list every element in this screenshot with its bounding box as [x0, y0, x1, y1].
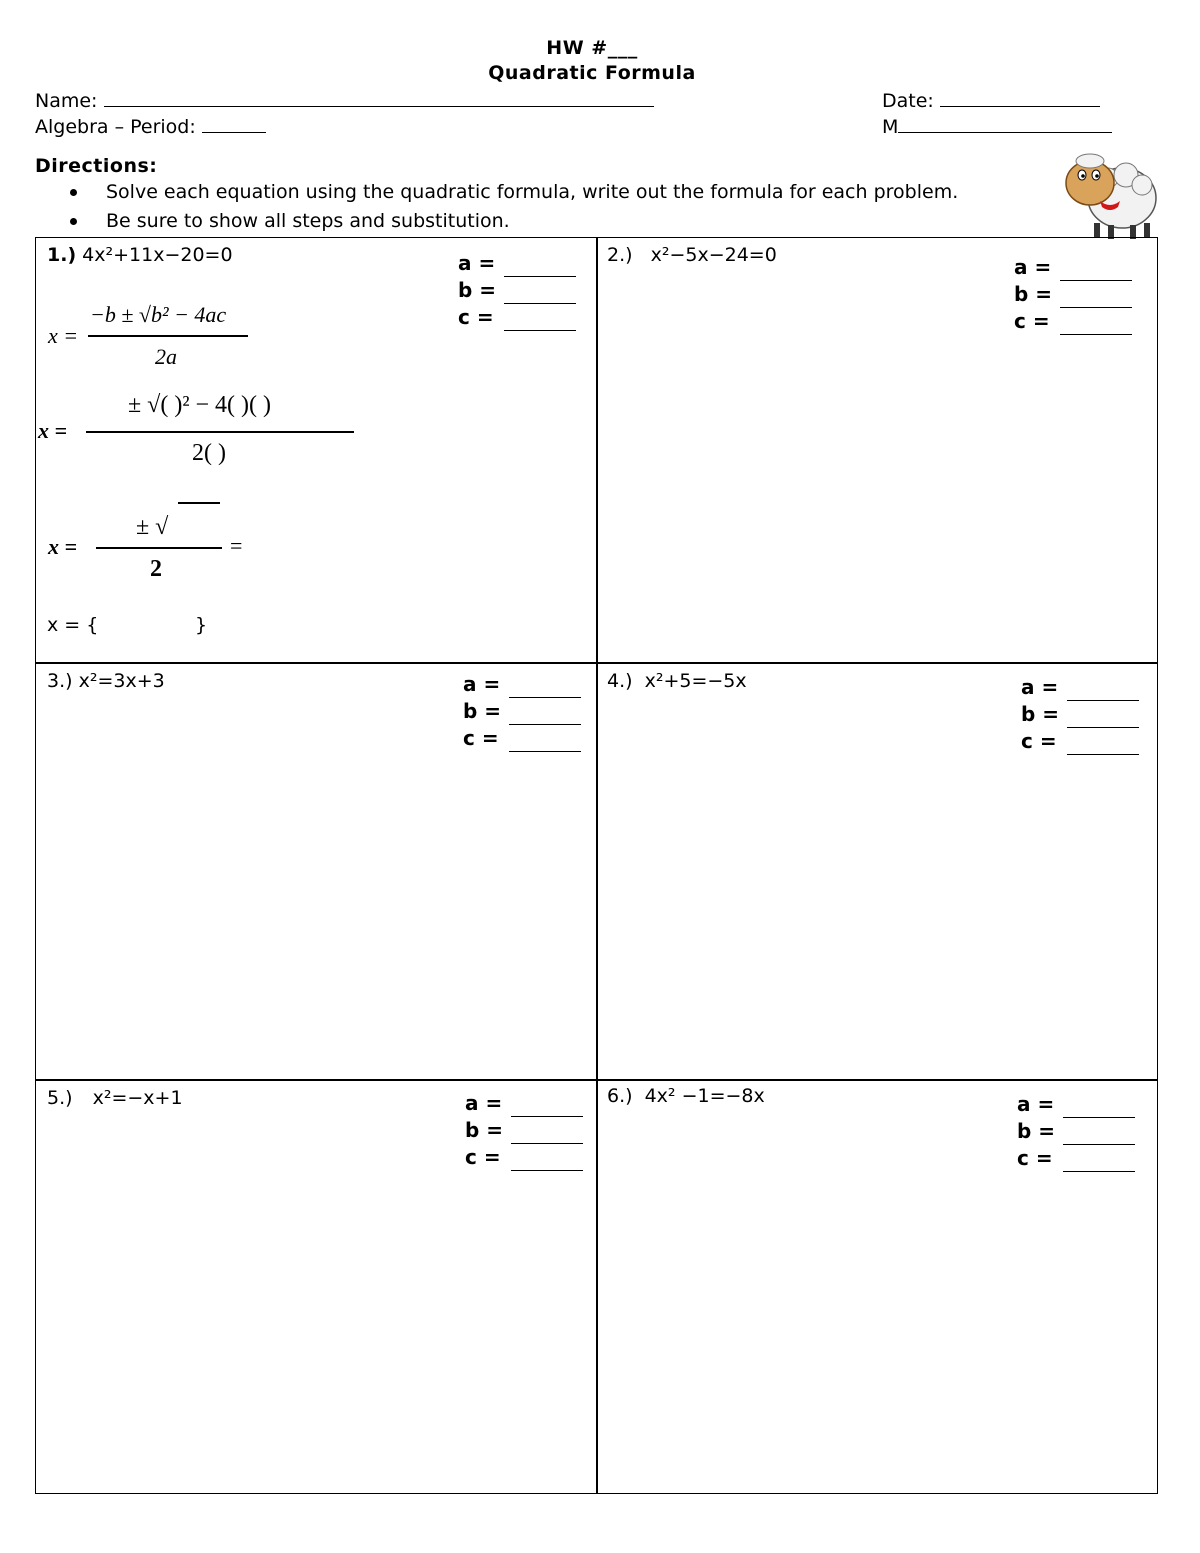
grid-divider-row-1 — [35, 662, 1158, 664]
c-blank[interactable] — [509, 731, 581, 752]
a-label: a = — [465, 1091, 503, 1115]
c-label: c = — [463, 726, 499, 750]
formula-1-denominator: 2a — [155, 344, 177, 369]
formula-3-denominator: 2 — [150, 556, 162, 582]
grid-divider-row-2 — [35, 1079, 1158, 1081]
c-label: c = — [1014, 309, 1050, 333]
b-blank[interactable] — [1063, 1124, 1135, 1145]
period-blank[interactable] — [202, 114, 266, 133]
b-blank[interactable] — [504, 283, 576, 304]
formula-3-equals: = — [230, 533, 243, 558]
name-label: Name: — [35, 90, 98, 112]
m-label: M — [882, 116, 899, 138]
abc-block-5 — [465, 1090, 583, 1171]
abc-block-3 — [463, 671, 581, 752]
formula-1-numerator: −b ± √b² − 4ac — [90, 302, 227, 327]
problem-number: 3.) — [47, 670, 73, 692]
problem-1 — [47, 244, 233, 266]
problem-2 — [607, 244, 777, 266]
problem-5 — [47, 1087, 183, 1109]
sheep-icon — [1060, 143, 1160, 243]
a-blank[interactable] — [511, 1096, 583, 1117]
formula-2-numerator: ± √( )² − 4( )( ) — [128, 392, 272, 418]
b-label: b = — [465, 1118, 504, 1142]
a-label: a = — [1017, 1092, 1055, 1116]
b-label: b = — [1014, 282, 1053, 306]
name-row — [35, 88, 654, 112]
formula-1-lhs: x = — [48, 323, 79, 348]
b-blank[interactable] — [1067, 707, 1139, 728]
name-blank[interactable] — [104, 88, 654, 107]
bullet-icon — [70, 218, 77, 225]
abc-block-4 — [1021, 674, 1139, 755]
period-row — [35, 114, 266, 138]
a-label: a = — [1014, 255, 1052, 279]
problem-equation: x²=−x+1 — [92, 1087, 183, 1109]
problem-number: 1.) — [47, 244, 77, 266]
problem-equation: 4x² −1=−8x — [644, 1085, 765, 1107]
abc-block-2 — [1014, 254, 1132, 335]
problem-equation: 4x²+11x−20=0 — [82, 244, 233, 266]
grid-divider-vertical — [596, 237, 598, 1494]
problem-equation: x²+5=−5x — [644, 670, 747, 692]
b-label: b = — [458, 278, 497, 302]
formula-3-radical-bar — [178, 502, 220, 504]
date-row — [882, 88, 1100, 112]
directions-item-text: Be sure to show all steps and substitution. — [106, 210, 510, 232]
formula-2-fraction-bar — [86, 431, 354, 433]
date-label: Date: — [882, 90, 934, 112]
m-blank[interactable] — [898, 114, 1112, 133]
page-title: Quadratic Formula — [488, 62, 696, 84]
c-label: c = — [458, 305, 494, 329]
problem-number: 5.) — [47, 1087, 73, 1109]
bullet-icon — [70, 189, 77, 196]
problem-number: 4.) — [607, 670, 633, 692]
c-blank[interactable] — [511, 1150, 583, 1171]
formula-2-lhs: x = — [38, 418, 68, 443]
c-blank[interactable] — [504, 310, 576, 331]
c-blank[interactable] — [1063, 1151, 1135, 1172]
formula-3-fraction-bar — [96, 547, 222, 549]
solution-set: x = { } — [47, 614, 208, 636]
problem-4 — [607, 670, 747, 692]
directions-heading: Directions: — [35, 155, 158, 177]
formula-2-denominator: 2( ) — [192, 440, 226, 466]
formula-3-numerator: ± √ — [136, 514, 169, 540]
c-label: c = — [1017, 1146, 1053, 1170]
problem-number: 2.) — [607, 244, 633, 266]
a-blank[interactable] — [504, 256, 576, 277]
c-blank[interactable] — [1060, 314, 1132, 335]
problem-equation: x²=3x+3 — [78, 670, 165, 692]
formula-3-lhs: x = — [48, 534, 78, 559]
a-label: a = — [463, 672, 501, 696]
problem-number: 6.) — [607, 1085, 633, 1107]
problem-equation: x²−5x−24=0 — [650, 244, 777, 266]
b-label: b = — [463, 699, 502, 723]
m-row — [882, 114, 1112, 138]
b-blank[interactable] — [1060, 287, 1132, 308]
formula-1-fraction-bar — [88, 335, 248, 337]
a-blank[interactable] — [1063, 1097, 1135, 1118]
period-label: Algebra – Period: — [35, 116, 196, 138]
abc-block-6 — [1017, 1091, 1135, 1172]
abc-block-1 — [458, 250, 576, 331]
problem-3 — [47, 670, 165, 692]
a-blank[interactable] — [1060, 260, 1132, 281]
b-label: b = — [1021, 702, 1060, 726]
a-blank[interactable] — [1067, 680, 1139, 701]
hw-number-label: HW #___ — [546, 37, 638, 59]
b-blank[interactable] — [511, 1123, 583, 1144]
a-label: a = — [458, 251, 496, 275]
a-blank[interactable] — [509, 677, 581, 698]
b-blank[interactable] — [509, 704, 581, 725]
problem-6 — [607, 1085, 765, 1107]
c-blank[interactable] — [1067, 734, 1139, 755]
c-label: c = — [1021, 729, 1057, 753]
b-label: b = — [1017, 1119, 1056, 1143]
directions-item-text: Solve each equation using the quadratic formula, write out the formula for each problem. — [106, 181, 959, 203]
date-blank[interactable] — [940, 88, 1100, 107]
c-label: c = — [465, 1145, 501, 1169]
a-label: a = — [1021, 675, 1059, 699]
